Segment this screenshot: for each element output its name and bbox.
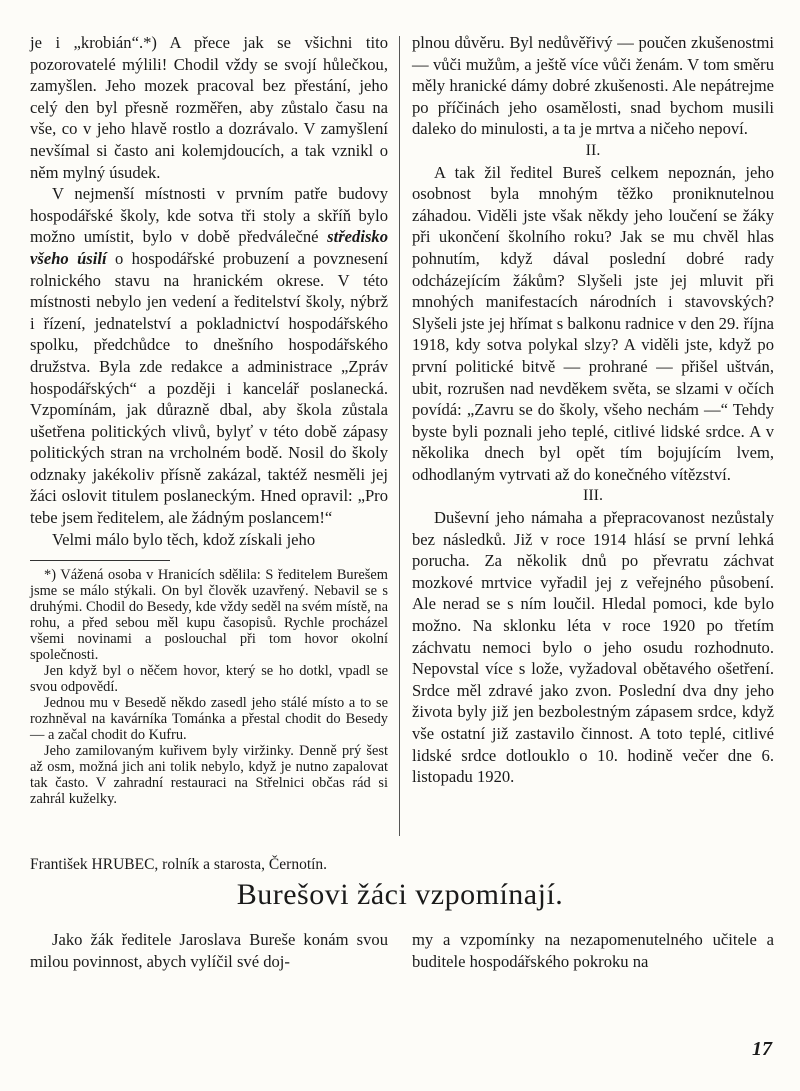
column-divider [399, 36, 400, 836]
section-heading: II. [585, 141, 601, 159]
footnote: Jednou mu v Besedě někdo zasedl jeho stálé místo a to se rozhněval na kavárníka Tománka a přestal chodit do Besedy — a začal chodit do Kufru. [30, 695, 388, 744]
paragraph: je i „krobián“.*) A přece jak se všichni tito pozorovatelé mýlili! Chodil vždy se svojí hůlečkou, zamyšlen. Jeho mozek pracoval bez přestání, jeho celý den byl přesně rozměřen, aby zůstalo času na vše, co v jeho hlavě rostlo a dozrávalo. V zamyšlení nevšímal si často ani kolemjdoucích, a tak vznikl o něm mylný úsudek. [30, 33, 388, 182]
paragraph [30, 183, 388, 529]
text-run: V nejmenší místnosti v prvním patře budovy hospodářské školy, kde sotva tři stoly a skříň bylo možno umístit, bylo v době předválečné [30, 184, 388, 247]
paragraph: Velmi málo bylo těch, kdož získali jeho [52, 529, 316, 549]
paragraph: Duševní jeho námaha a přepracovanost nezůstaly bez následků. Již v roce 1914 hlásí se první lehká porucha. Za několik dnů po převratu záchvat mozkové mrtvice vyřadil jej z veřejného působení. Ale nerad se s ním loučil. Hledal pomoci, kde bylo možno. Na sklonku léta v roce 1920 po třetím záchvatu nemoci bylo o jeho osudu rozhodnuto. Nepovstal více s lože, vyžadoval obětavého ošetření. Srdce měl zdravé jako zvon. Poslední dva dny jeho života byly již jen bezbolestným zápasem srdce, když vše ostatní již zastavilo činnost. A toto teplé, citlivé lidské srdce dotlouklo o 10. hodině večer dne 6. listopadu 1920. [412, 508, 774, 787]
paragraph: my a vzpomínky na nezapomenutelného učitele a buditele hospodářského pokroku na [412, 930, 774, 971]
footnote: Jen když byl o něčem hovor, který se ho dotkl, vpadl se svou odpovědí. [30, 663, 388, 696]
article-title: Burešovi žáci vzpomínají. [236, 878, 564, 911]
article-byline: František HRUBEC, rolník a starosta, Černotín. [30, 856, 328, 873]
left-column [30, 32, 388, 807]
right-column [412, 32, 774, 788]
text-run: o hospodářské probuzení a povznesení rolnického stavu na hranickém okrese. V této místnosti nebylo jen vedení a ředitelství školy, nýbrž i řízení, jednatelství a pokladnictví hospodářského spolku, předchůdce to dnešního hospodářského družstva. Byla zde redakce a administrace „Zpráv hospodářských“ a později i kancelář poslanecká. Vzpomínám, jak důrazně dbal, aby škola zůstala ušetřena politických vlivů, bylyť v této době zápasy politických stran na vrcholném bodě. Nosil do školy odznaky jakékoliv přísně zakázal, taktéž nesměli jej žáci oslovit titulem poslaneckým. Hned opravil: „Pro tebe jsem ředitelem, ale žádným poslancem!“ [30, 248, 388, 528]
footnote-divider [30, 560, 170, 561]
emphasis-text: středisko všeho úsilí [30, 227, 388, 268]
paragraph: A tak žil ředitel Bureš celkem nepoznán, jeho osobnost byla mnohým těžko proniknutelnou záhadou. Viděli jste však někdy jeho loučení se žáky při ukončení školního roku? Jak se mu chvěl hlas pohnutím, když dával poslední dobré rady odcházejícím žákům? Slyšeli jste jej mluvit při mnohých manifestacích národních i stavovských? Slyšeli jste jej hřímat s balkonu radnice v den 29. října 1918, kdy sotva polykal slzy? A viděli jste, když po první politické bitvě — prohrané — přišel uštván, ubit, rozrušen nad nevděkem světa, se slzami v očích povídá: „Zavru se do školy, všeho nechám —“ Tehdy byste byli poznali jeho teplé, citlivé lidské srdce. A v několika dnech byl opět tím bojujícím lvem, odhodlaným vytrvati až do konečného vítězství. [412, 162, 774, 484]
footnote: Jeho zamilovaným kuřivem byly viržinky. Denně prý šest až osm, možná jich ani tolik nebylo, když je nutno zapalovat tak často. V zahradní restauraci na Střelnici občas rád si zahrál kuželky. [30, 743, 388, 808]
footnote: *) Vážená osoba v Hranicích sdělila: S ředitelem Burešem jsme se málo stýkali. On byl člověk uzavřený. Nebavil se s druhými. Chodil do Besedy, kde vždy seděl na svém místě, na rohu, a před sebou měl kupu časopisů. Rychle procházel všemi novinami a poslouchal při tom hovor okolní společnosti. [30, 567, 388, 664]
article-right-column [412, 929, 774, 972]
page-number: 17 [752, 1038, 772, 1060]
paragraph: plnou důvěru. Byl nedůvěřivý — poučen zkušenostmi — vůči mužům, a ještě více vůči ženám. V tom směru měly hranické dámy dobré zkušenosti. Ale nepátrejme po příčinách jeho osamělosti, snad bychom musili daleko do minulosti, a ta je mrtva a ničeho nepoví. [412, 33, 774, 139]
article-left-column [30, 929, 388, 972]
paragraph: Jako žák ředitele Jaroslava Bureše konám svou milou povinnost, abych vylíčil své doj- [30, 930, 388, 971]
section-heading: III. [583, 487, 603, 505]
